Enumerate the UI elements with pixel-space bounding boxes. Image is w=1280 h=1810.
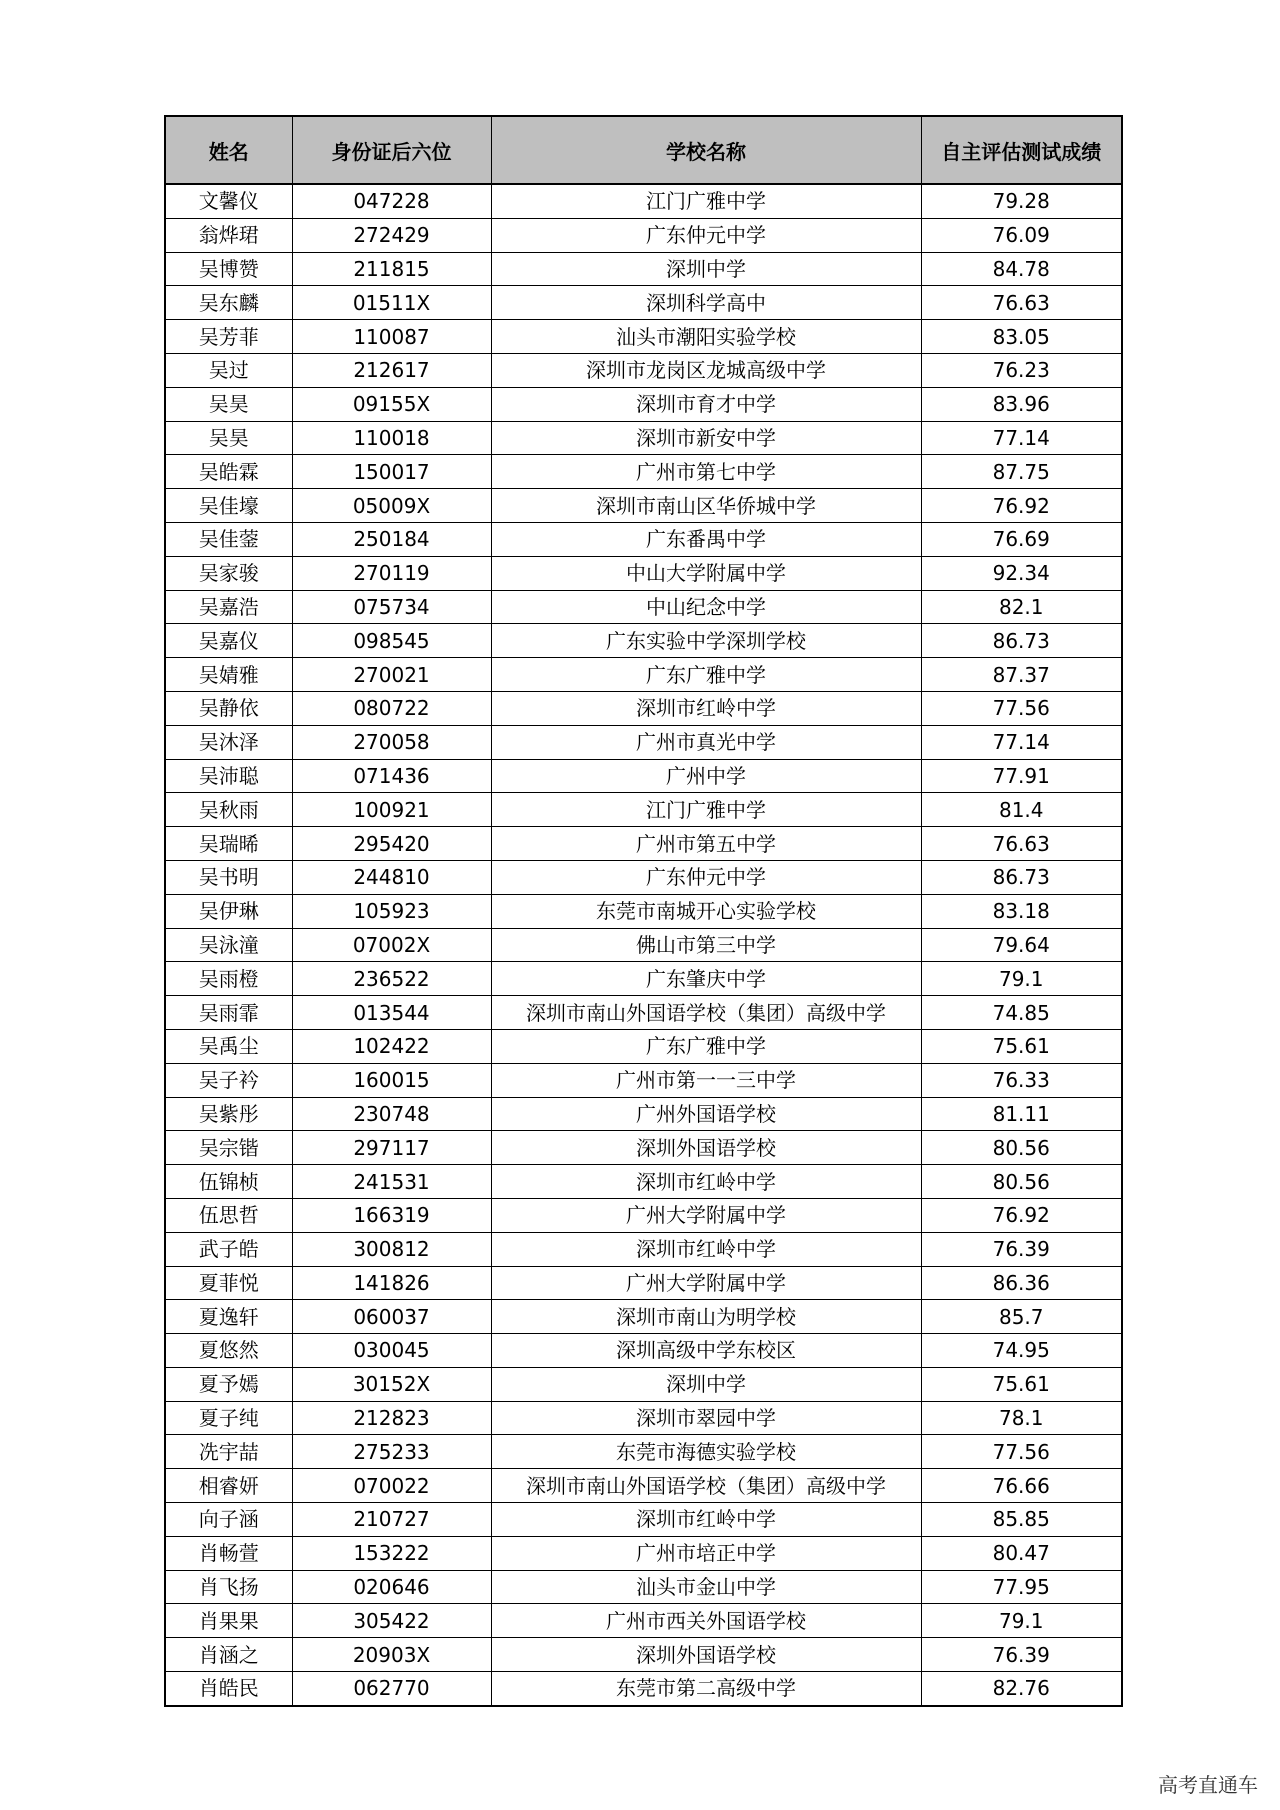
score-cell: 79.64	[921, 928, 1122, 962]
name-cell: 吴雨霏	[165, 996, 292, 1030]
table-row	[165, 1232, 1122, 1266]
score-cell: 80.56	[921, 1131, 1122, 1165]
school-cell: 广州市真光中学	[491, 725, 921, 759]
id-cell: 150017	[292, 455, 491, 489]
table-row	[165, 658, 1122, 692]
id-cell: 300812	[292, 1232, 491, 1266]
name-cell: 吴佳蓥	[165, 522, 292, 556]
score-cell: 76.33	[921, 1063, 1122, 1097]
school-cell: 中山纪念中学	[491, 590, 921, 624]
name-cell: 吴过	[165, 353, 292, 387]
school-cell: 深圳市红岭中学	[491, 1232, 921, 1266]
table-row	[165, 1503, 1122, 1537]
score-cell: 76.23	[921, 353, 1122, 387]
name-cell: 吴昊	[165, 387, 292, 421]
id-cell: 105923	[292, 894, 491, 928]
table-row	[165, 489, 1122, 523]
table-row	[165, 556, 1122, 590]
score-cell: 87.75	[921, 455, 1122, 489]
score-cell: 77.95	[921, 1570, 1122, 1604]
school-cell: 广东广雅中学	[491, 658, 921, 692]
table-row	[165, 827, 1122, 861]
table-row	[165, 1131, 1122, 1165]
name-cell: 武子皓	[165, 1232, 292, 1266]
header-name: 姓名	[165, 116, 292, 184]
name-cell: 吴昊	[165, 421, 292, 455]
id-cell: 30152X	[292, 1367, 491, 1401]
score-cell: 77.56	[921, 691, 1122, 725]
table-row	[165, 1401, 1122, 1435]
table-row	[165, 252, 1122, 286]
id-cell: 080722	[292, 691, 491, 725]
school-cell: 广东实验中学深圳学校	[491, 624, 921, 658]
school-cell: 深圳高级中学东校区	[491, 1334, 921, 1368]
name-cell: 吴伊琳	[165, 894, 292, 928]
table-row	[165, 1198, 1122, 1232]
id-cell: 305422	[292, 1604, 491, 1638]
name-cell: 向子涵	[165, 1503, 292, 1537]
table-row	[165, 1469, 1122, 1503]
score-cell: 81.4	[921, 793, 1122, 827]
score-cell: 78.1	[921, 1401, 1122, 1435]
table-row	[165, 962, 1122, 996]
name-cell: 吴沐泽	[165, 725, 292, 759]
watermark: 高考直通车	[1158, 1773, 1258, 1797]
name-cell: 伍锦桢	[165, 1165, 292, 1199]
name-cell: 吴博赞	[165, 252, 292, 286]
id-cell: 236522	[292, 962, 491, 996]
id-cell: 212823	[292, 1401, 491, 1435]
school-cell: 广州市西关外国语学校	[491, 1604, 921, 1638]
id-cell: 230748	[292, 1097, 491, 1131]
school-cell: 深圳市南山外国语学校（集团）高级中学	[491, 996, 921, 1030]
school-cell: 深圳市红岭中学	[491, 691, 921, 725]
name-cell: 吴紫彤	[165, 1097, 292, 1131]
school-cell: 广东肇庆中学	[491, 962, 921, 996]
score-cell: 76.63	[921, 286, 1122, 320]
name-cell: 夏菲悦	[165, 1266, 292, 1300]
table-row	[165, 286, 1122, 320]
id-cell: 05009X	[292, 489, 491, 523]
school-cell: 深圳中学	[491, 252, 921, 286]
table-row	[165, 387, 1122, 421]
name-cell: 吴瑞晞	[165, 827, 292, 861]
id-cell: 07002X	[292, 928, 491, 962]
name-cell: 肖涵之	[165, 1638, 292, 1672]
school-cell: 广东番禺中学	[491, 522, 921, 556]
name-cell: 吴嘉仪	[165, 624, 292, 658]
id-cell: 013544	[292, 996, 491, 1030]
id-cell: 070022	[292, 1469, 491, 1503]
score-cell: 80.56	[921, 1165, 1122, 1199]
id-cell: 244810	[292, 860, 491, 894]
school-cell: 广州市第一一三中学	[491, 1063, 921, 1097]
id-cell: 030045	[292, 1334, 491, 1368]
score-cell: 81.11	[921, 1097, 1122, 1131]
name-cell: 夏子纯	[165, 1401, 292, 1435]
table-header	[165, 116, 1122, 184]
id-cell: 047228	[292, 184, 491, 218]
table-row	[165, 1604, 1122, 1638]
name-cell: 吴家骏	[165, 556, 292, 590]
score-cell: 87.37	[921, 658, 1122, 692]
score-cell: 77.91	[921, 759, 1122, 793]
school-cell: 广州市第七中学	[491, 455, 921, 489]
id-cell: 075734	[292, 590, 491, 624]
score-cell: 79.28	[921, 184, 1122, 218]
id-cell: 270021	[292, 658, 491, 692]
name-cell: 吴雨橙	[165, 962, 292, 996]
name-cell: 夏予嫣	[165, 1367, 292, 1401]
score-cell: 79.1	[921, 1604, 1122, 1638]
score-cell: 86.73	[921, 860, 1122, 894]
name-cell: 吴宗锴	[165, 1131, 292, 1165]
school-cell: 江门广雅中学	[491, 793, 921, 827]
school-cell: 广东仲元中学	[491, 860, 921, 894]
score-cell: 86.36	[921, 1266, 1122, 1300]
table-row	[165, 590, 1122, 624]
id-cell: 166319	[292, 1198, 491, 1232]
id-cell: 110087	[292, 320, 491, 354]
table-row	[165, 184, 1122, 218]
name-cell: 夏逸轩	[165, 1300, 292, 1334]
id-cell: 062770	[292, 1672, 491, 1706]
table-row	[165, 860, 1122, 894]
name-cell: 吴秋雨	[165, 793, 292, 827]
school-cell: 汕头市金山中学	[491, 1570, 921, 1604]
score-cell: 76.69	[921, 522, 1122, 556]
school-cell: 深圳市南山区华侨城中学	[491, 489, 921, 523]
name-cell: 相睿妍	[165, 1469, 292, 1503]
id-cell: 275233	[292, 1435, 491, 1469]
score-cell: 77.56	[921, 1435, 1122, 1469]
name-cell: 肖果果	[165, 1604, 292, 1638]
id-cell: 020646	[292, 1570, 491, 1604]
school-cell: 深圳外国语学校	[491, 1638, 921, 1672]
school-cell: 深圳市龙岗区龙城高级中学	[491, 353, 921, 387]
score-cell: 76.39	[921, 1232, 1122, 1266]
school-cell: 广州市第五中学	[491, 827, 921, 861]
table-row	[165, 1367, 1122, 1401]
score-cell: 84.78	[921, 252, 1122, 286]
score-cell: 82.76	[921, 1672, 1122, 1706]
school-cell: 深圳中学	[491, 1367, 921, 1401]
id-cell: 071436	[292, 759, 491, 793]
id-cell: 212617	[292, 353, 491, 387]
id-cell: 153222	[292, 1536, 491, 1570]
school-cell: 广东仲元中学	[491, 218, 921, 252]
table-row	[165, 1334, 1122, 1368]
name-cell: 肖畅萱	[165, 1536, 292, 1570]
school-cell: 东莞市南城开心实验学校	[491, 894, 921, 928]
school-cell: 深圳市红岭中学	[491, 1503, 921, 1537]
name-cell: 吴书明	[165, 860, 292, 894]
name-cell: 肖飞扬	[165, 1570, 292, 1604]
table-row	[165, 691, 1122, 725]
school-cell: 广州大学附属中学	[491, 1266, 921, 1300]
school-cell: 东莞市第二高级中学	[491, 1672, 921, 1706]
name-cell: 吴婧雅	[165, 658, 292, 692]
table-row	[165, 1638, 1122, 1672]
table-row	[165, 1570, 1122, 1604]
header-school-name: 学校名称	[491, 116, 921, 184]
school-cell: 中山大学附属中学	[491, 556, 921, 590]
name-cell: 夏悠然	[165, 1334, 292, 1368]
score-cell: 77.14	[921, 421, 1122, 455]
name-cell: 吴皓霖	[165, 455, 292, 489]
score-cell: 83.18	[921, 894, 1122, 928]
score-cell: 76.66	[921, 1469, 1122, 1503]
header-score: 自主评估测试成绩	[921, 116, 1122, 184]
table-row	[165, 1672, 1122, 1706]
id-cell: 098545	[292, 624, 491, 658]
id-cell: 297117	[292, 1131, 491, 1165]
table-row	[165, 1435, 1122, 1469]
score-cell: 74.85	[921, 996, 1122, 1030]
table-row	[165, 522, 1122, 556]
id-cell: 272429	[292, 218, 491, 252]
score-cell: 76.63	[921, 827, 1122, 861]
header-id-last-six: 身份证后六位	[292, 116, 491, 184]
school-cell: 江门广雅中学	[491, 184, 921, 218]
score-table	[164, 115, 1123, 1707]
id-cell: 102422	[292, 1029, 491, 1063]
school-cell: 汕头市潮阳实验学校	[491, 320, 921, 354]
table-row	[165, 996, 1122, 1030]
table-row	[165, 725, 1122, 759]
school-cell: 深圳科学高中	[491, 286, 921, 320]
score-cell: 76.92	[921, 1198, 1122, 1232]
score-cell: 85.85	[921, 1503, 1122, 1537]
table-row	[165, 894, 1122, 928]
table-row	[165, 793, 1122, 827]
table-row	[165, 218, 1122, 252]
name-cell: 文馨仪	[165, 184, 292, 218]
id-cell: 250184	[292, 522, 491, 556]
table-row	[165, 1300, 1122, 1334]
score-cell: 83.05	[921, 320, 1122, 354]
score-cell: 82.1	[921, 590, 1122, 624]
score-cell: 77.14	[921, 725, 1122, 759]
table-row	[165, 1536, 1122, 1570]
id-cell: 141826	[292, 1266, 491, 1300]
name-cell: 吴芳菲	[165, 320, 292, 354]
header-row	[165, 116, 1122, 184]
table-row	[165, 759, 1122, 793]
table-row	[165, 320, 1122, 354]
name-cell: 吴泳潼	[165, 928, 292, 962]
id-cell: 20903X	[292, 1638, 491, 1672]
name-cell: 吴沛聪	[165, 759, 292, 793]
id-cell: 060037	[292, 1300, 491, 1334]
id-cell: 295420	[292, 827, 491, 861]
name-cell: 伍思哲	[165, 1198, 292, 1232]
school-cell: 广州外国语学校	[491, 1097, 921, 1131]
school-cell: 深圳市南山为明学校	[491, 1300, 921, 1334]
school-cell: 深圳市新安中学	[491, 421, 921, 455]
table-row	[165, 1029, 1122, 1063]
name-cell: 吴禹尘	[165, 1029, 292, 1063]
score-cell: 79.1	[921, 962, 1122, 996]
score-cell: 92.34	[921, 556, 1122, 590]
score-cell: 74.95	[921, 1334, 1122, 1368]
id-cell: 211815	[292, 252, 491, 286]
name-cell: 冼宇喆	[165, 1435, 292, 1469]
table-row	[165, 455, 1122, 489]
school-cell: 深圳市育才中学	[491, 387, 921, 421]
score-cell: 80.47	[921, 1536, 1122, 1570]
name-cell: 肖皓民	[165, 1672, 292, 1706]
score-cell: 76.39	[921, 1638, 1122, 1672]
score-cell: 75.61	[921, 1367, 1122, 1401]
school-cell: 广州市培正中学	[491, 1536, 921, 1570]
score-cell: 76.09	[921, 218, 1122, 252]
name-cell: 吴佳壕	[165, 489, 292, 523]
school-cell: 广州大学附属中学	[491, 1198, 921, 1232]
school-cell: 深圳市红岭中学	[491, 1165, 921, 1199]
table-row	[165, 421, 1122, 455]
school-cell: 东莞市海德实验学校	[491, 1435, 921, 1469]
score-cell: 85.7	[921, 1300, 1122, 1334]
table-row	[165, 1063, 1122, 1097]
name-cell: 翁烨珺	[165, 218, 292, 252]
school-cell: 佛山市第三中学	[491, 928, 921, 962]
table-body	[165, 184, 1122, 1706]
name-cell: 吴东麟	[165, 286, 292, 320]
score-cell: 86.73	[921, 624, 1122, 658]
table-row	[165, 1097, 1122, 1131]
id-cell: 110018	[292, 421, 491, 455]
table-row	[165, 624, 1122, 658]
name-cell: 吴子衿	[165, 1063, 292, 1097]
school-cell: 深圳市南山外国语学校（集团）高级中学	[491, 1469, 921, 1503]
id-cell: 01511X	[292, 286, 491, 320]
id-cell: 100921	[292, 793, 491, 827]
id-cell: 270058	[292, 725, 491, 759]
school-cell: 深圳市翠园中学	[491, 1401, 921, 1435]
score-cell: 76.92	[921, 489, 1122, 523]
id-cell: 09155X	[292, 387, 491, 421]
table-row	[165, 1266, 1122, 1300]
school-cell: 广东广雅中学	[491, 1029, 921, 1063]
school-cell: 深圳外国语学校	[491, 1131, 921, 1165]
table-row	[165, 353, 1122, 387]
table-row	[165, 1165, 1122, 1199]
name-cell: 吴静依	[165, 691, 292, 725]
table-row	[165, 928, 1122, 962]
id-cell: 210727	[292, 1503, 491, 1537]
score-cell: 83.96	[921, 387, 1122, 421]
score-cell: 75.61	[921, 1029, 1122, 1063]
id-cell: 241531	[292, 1165, 491, 1199]
school-cell: 广州中学	[491, 759, 921, 793]
id-cell: 160015	[292, 1063, 491, 1097]
id-cell: 270119	[292, 556, 491, 590]
name-cell: 吴嘉浩	[165, 590, 292, 624]
